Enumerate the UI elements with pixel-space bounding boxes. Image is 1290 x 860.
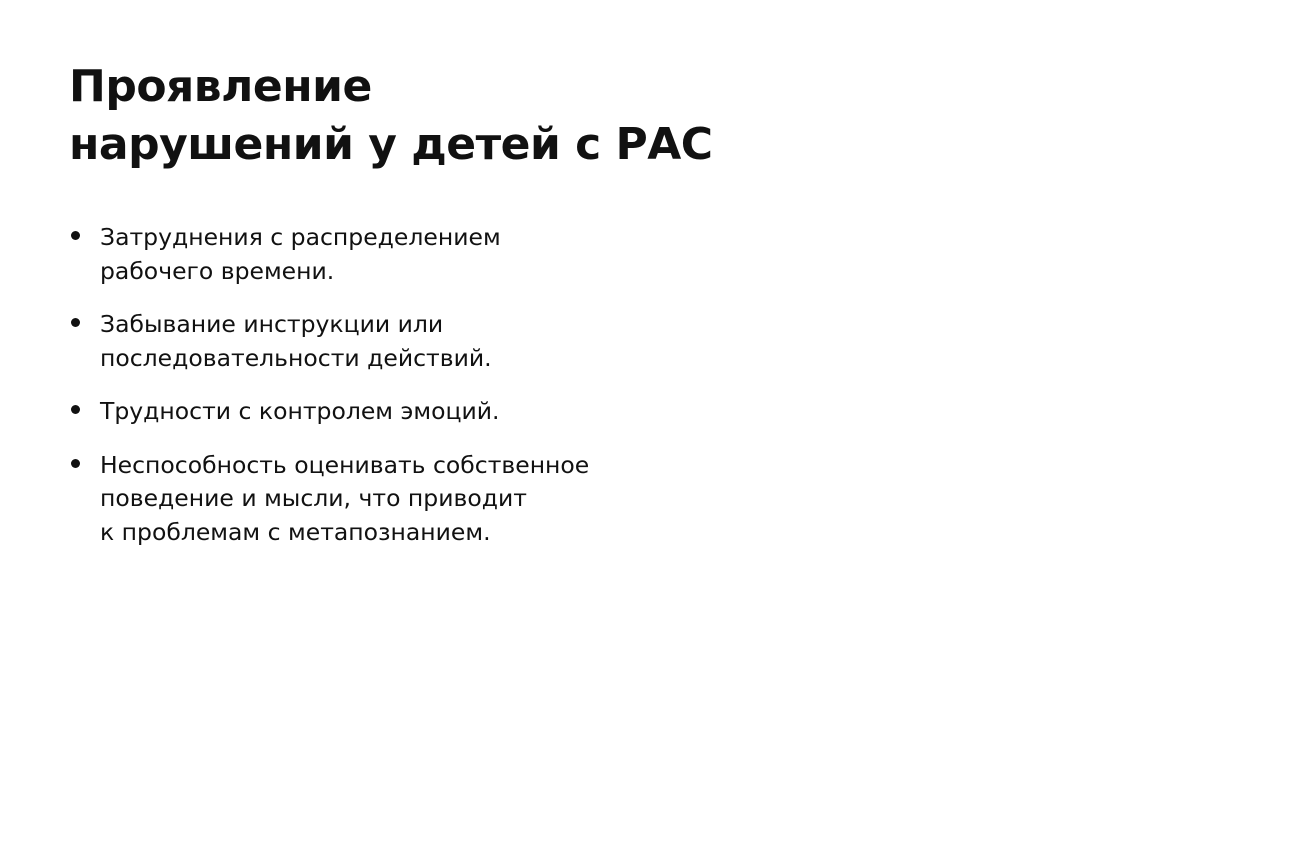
slide-title-line: нарушений у детей с РАС bbox=[69, 119, 713, 170]
bullet-dot-icon bbox=[71, 231, 80, 240]
bullet-item bbox=[69, 308, 689, 375]
bullet-text bbox=[100, 308, 689, 375]
bullet-line: Затруднения с распределением bbox=[100, 223, 501, 251]
bullet-line: Неспособность оценивать собственное bbox=[100, 450, 590, 479]
slide-title-line: Проявление bbox=[69, 61, 372, 112]
bullet-line: Трудности с контролем эмоций. bbox=[100, 397, 500, 425]
bullet-text bbox=[100, 221, 689, 288]
bullet-list bbox=[69, 221, 689, 569]
bullet-dot-icon bbox=[71, 318, 80, 327]
bullet-dot-icon bbox=[71, 459, 80, 468]
slide-title bbox=[69, 58, 769, 174]
bullet-item bbox=[69, 449, 689, 550]
bullet-line: рабочего времени. bbox=[100, 256, 335, 285]
bullet-dot-icon bbox=[71, 405, 80, 414]
bullet-line: последовательности действий. bbox=[100, 343, 492, 372]
bullet-line: поведение и мысли, что приводит bbox=[100, 484, 527, 512]
bullet-text bbox=[100, 395, 689, 429]
bullet-text bbox=[100, 449, 689, 550]
bullet-line: Забывание инструкции или bbox=[100, 310, 444, 338]
bullet-item bbox=[69, 395, 689, 429]
bullet-item bbox=[69, 221, 689, 288]
bullet-line: к проблемам с метапознанием. bbox=[100, 517, 491, 546]
